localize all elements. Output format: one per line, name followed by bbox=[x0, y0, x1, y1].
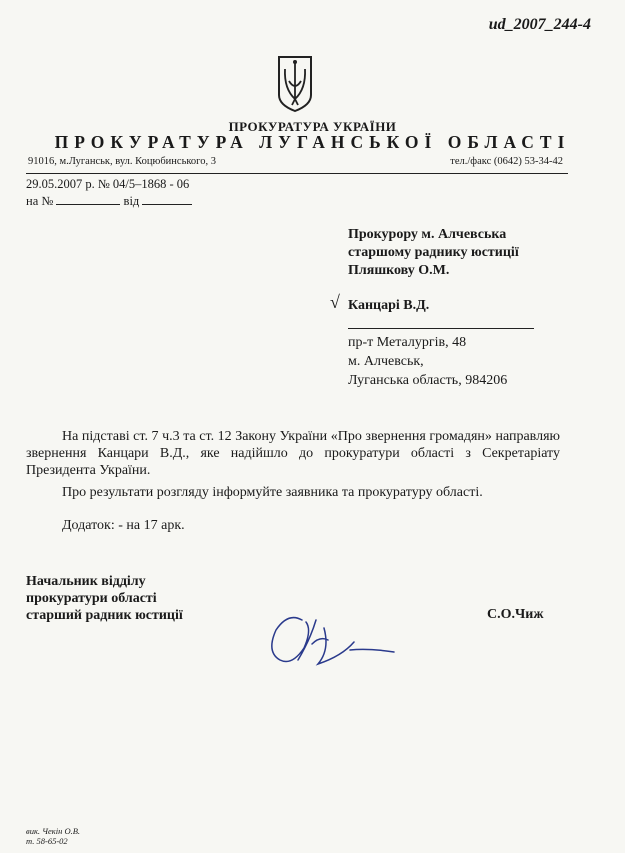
document-id: ud_2007_244-4 bbox=[488, 16, 591, 33]
body-paragraph2: Про результати розгляду інформуйте заявника та прокуратуру області. bbox=[62, 485, 483, 500]
org-address: 91016, м.Луганськ, вул. Коцюбинського, 3 bbox=[28, 156, 216, 167]
postal-city: м. Алчевськ, bbox=[348, 354, 424, 369]
reference-date-blank bbox=[142, 193, 192, 205]
recipient1-line1: Прокурору м. Алчевська bbox=[348, 227, 507, 242]
org-superior: ПРОКУРАТУРА УКРАЇНИ bbox=[228, 119, 397, 134]
signatory-title bbox=[26, 573, 183, 624]
header-divider bbox=[26, 173, 568, 174]
signatory-name: С.О.Чиж bbox=[487, 607, 544, 622]
body-paragraph1: На підставі ст. 7 ч.3 та ст. 12 Закону України «Про звернення громадян» направляю звернення Канцари В.Д., яке надійшло до прокуратури області з Секретаріату Президента України. bbox=[26, 429, 560, 478]
executor-name: вик. Чекін О.В. bbox=[26, 826, 81, 836]
org-name: ПРОКУРАТУРА ЛУГАНСЬКОЇ ОБЛАСТІ bbox=[54, 132, 571, 152]
reference-line bbox=[26, 193, 192, 209]
check-mark: √ bbox=[330, 292, 340, 312]
signatory-title-line1: Начальник відділу bbox=[26, 574, 146, 589]
postal-street: пр-т Металургів, 48 bbox=[348, 335, 467, 350]
registration-date: 29.05.2007 р. № 04/5–1868 - 06 bbox=[26, 177, 190, 191]
reference-from: від bbox=[123, 194, 140, 208]
signatory-title-line2: прокуратури області bbox=[26, 591, 157, 606]
reference-number-blank bbox=[56, 193, 120, 205]
executor-phone: т. 58-65-02 bbox=[26, 836, 68, 846]
attachment-note: Додаток: - на 17 арк. bbox=[62, 518, 185, 533]
trident-emblem-icon bbox=[275, 55, 315, 113]
handwritten-signature bbox=[258, 600, 398, 675]
org-phone: тел./факс (0642) 53-34-42 bbox=[450, 156, 563, 167]
signatory-title-line3: старший радник юстиції bbox=[26, 608, 183, 623]
postal-region: Луганська область, 984206 bbox=[348, 373, 508, 388]
reference-prefix: на № bbox=[26, 194, 54, 208]
recipient2-underline bbox=[348, 328, 534, 329]
recipient1-line3: Пляшкову О.М. bbox=[348, 263, 450, 278]
recipient2-name: Канцарі В.Д. bbox=[348, 298, 430, 313]
executor-info bbox=[26, 826, 80, 846]
recipient1-line2: старшому раднику юстиції bbox=[348, 245, 519, 260]
